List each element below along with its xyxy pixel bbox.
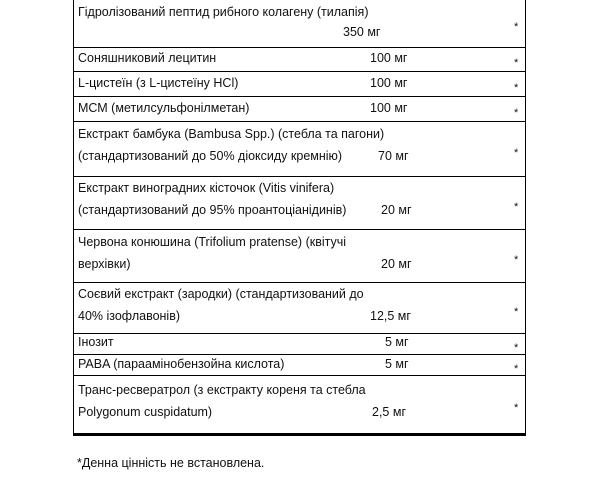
- ingredient-name: 40% ізофлавонів): [78, 309, 181, 323]
- table-row: [74, 230, 525, 283]
- table-row: [74, 177, 525, 230]
- ingredient-name: Транс-ресвератрол (з екстракту кореня та стебла: [78, 383, 366, 397]
- ingredient-name: Екстракт виноградних кісточок (Vitis vinifera): [78, 181, 335, 195]
- daily-value-asterisk: *: [514, 402, 519, 414]
- ingredient-amount: 100 мг: [370, 76, 408, 90]
- ingredient-amount: 350 мг: [343, 25, 381, 39]
- table-row: [74, 48, 525, 72]
- ingredient-amount: 12,5 мг: [370, 309, 411, 323]
- footnote: *Денна цінність не встановлена.: [77, 456, 265, 470]
- ingredient-amount: 100 мг: [370, 51, 408, 65]
- table-row: [74, 72, 525, 97]
- ingredient-name: Соєвий екстракт (зародки) (стандартизований до: [78, 287, 364, 301]
- daily-value-asterisk: *: [514, 82, 519, 94]
- panel-right-border: [525, 0, 526, 436]
- ingredient-name: (стандартизований до 95% проантоціанідинів): [78, 203, 347, 217]
- table-row: [74, 355, 525, 376]
- ingredient-name: Червона конюшина (Trifolium pratense) (квітучі: [78, 235, 347, 249]
- supplement-facts-panel: [73, 0, 526, 500]
- ingredient-name: верхівки): [78, 257, 131, 271]
- daily-value-asterisk: *: [514, 201, 519, 213]
- ingredient-name: (стандартизований до 50% діоксиду кремнію): [78, 149, 343, 163]
- table-row: [74, 376, 525, 433]
- table-row: [74, 334, 525, 355]
- table-row: [74, 283, 525, 334]
- ingredient-name: Екстракт бамбука (Bambusa Spp.) (стебла та пагони): [78, 127, 385, 141]
- ingredient-name: PABA (параамінобензойна кислота): [78, 357, 285, 371]
- ingredient-amount: 2,5 мг: [372, 405, 407, 419]
- daily-value-asterisk: *: [514, 57, 519, 69]
- ingredient-amount: 5 мг: [385, 335, 409, 349]
- daily-value-asterisk: *: [514, 147, 519, 159]
- table-row: [74, 0, 525, 48]
- table-row: [74, 97, 525, 122]
- ingredient-amount: 100 мг: [370, 101, 408, 115]
- ingredient-name: Polygonum cuspidatum): [78, 405, 213, 419]
- daily-value-asterisk: *: [514, 107, 519, 119]
- ingredient-name: Інозит: [78, 335, 114, 349]
- daily-value-asterisk: *: [514, 21, 519, 33]
- daily-value-asterisk: *: [514, 342, 519, 354]
- daily-value-asterisk: *: [514, 254, 519, 266]
- daily-value-asterisk: *: [514, 306, 519, 318]
- daily-value-asterisk: *: [514, 363, 519, 375]
- ingredient-amount: 70 мг: [378, 149, 409, 163]
- ingredient-name: МСМ (метилсульфонілметан): [78, 101, 250, 115]
- ingredient-name: Соняшниковий лецитин: [78, 51, 217, 65]
- ingredient-name: L-цистеїн (з L-цистеїну HCl): [78, 76, 239, 90]
- ingredient-name: Гідролізований пептид рибного колагену (тилапія): [78, 5, 369, 19]
- thick-divider: [73, 433, 526, 436]
- ingredient-amount: 20 мг: [381, 257, 412, 271]
- table-row: [74, 122, 525, 177]
- ingredient-amount: 5 мг: [385, 357, 409, 371]
- ingredient-amount: 20 мг: [381, 203, 412, 217]
